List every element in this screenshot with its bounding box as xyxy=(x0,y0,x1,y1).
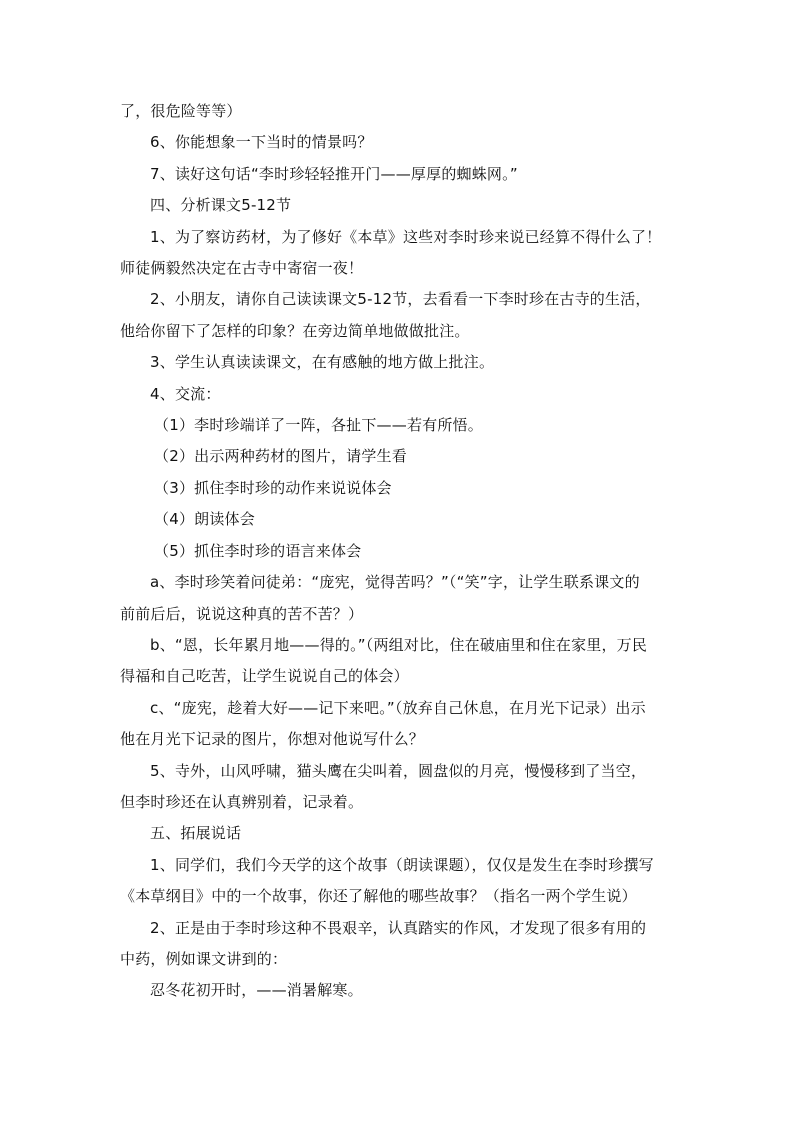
text-line: 中药，例如课文讲到的： xyxy=(120,949,288,968)
text-line: 7、读好这句话“李时珍轻轻推开门——厚厚的蜘蛛网。” xyxy=(150,164,518,183)
text-line: 4、交流： xyxy=(150,384,221,403)
text-line: 他给你留下了怎样的印象？在旁边简单地做做批注。 xyxy=(120,321,470,340)
section-heading: 四、分析课文5-12节 xyxy=(150,196,292,215)
text-line: 前前后后，说说这种真的苦不苦？） xyxy=(120,604,364,623)
text-line: a、李时珍笑着问徒弟：“庞宪，觉得苦吗？”（“笑”字，让学生联系课文的 xyxy=(150,573,640,592)
text-line: 他在月光下记录的图片，你想对他说写什么？ xyxy=(120,730,425,749)
text-line: c、“庞宪，趁着大好——记下来吧。”（放弃自己休息，在月光下记录）出示 xyxy=(150,698,646,717)
section-heading: 五、拓展说话 xyxy=(150,824,242,843)
text-line: 6、你能想象一下当时的情景吗？ xyxy=(150,133,373,152)
text-line: 5、寺外，山风呼啸，猫头鹰在尖叫着，圆盘似的月亮，慢慢移到了当空， xyxy=(150,761,647,780)
text-line: 3、学生认真读读课文，在有感触的地方做上批注。 xyxy=(150,353,495,372)
text-line: 1、同学们，我们今天学的这个故事（朗读课题），仅仅是发生在李时珍撰写 xyxy=(150,855,654,874)
text-line: 了，很危险等等） xyxy=(120,102,242,120)
text-line: 2、正是由于李时珍这种不畏艰辛，认真踏实的作风，才发现了很多有用的 xyxy=(150,918,647,937)
text-line: 忍冬花初开时，——消暑解寒。 xyxy=(150,981,363,1000)
list-item: （4）朗读体会 xyxy=(154,510,255,529)
list-item: （5）抓住李时珍的语言来体会 xyxy=(154,541,362,560)
text-line: b、“恩，长年累月地——得的。”（两组对比，住在破庙里和住在家里，万民 xyxy=(150,635,648,654)
list-item: （1）李时珍端详了一阵，各扯下——若有所悟。 xyxy=(154,416,483,435)
text-line: 但李时珍还在认真辨别着，记录着。 xyxy=(120,792,364,811)
text-line: 《本草纲目》中的一个故事，你还了解他的哪些故事？（指名一两个学生说） xyxy=(120,887,637,906)
text-line: 师徒俩毅然决定在古寺中寄宿一夜！ xyxy=(120,259,364,278)
text-line: 2、小朋友，请你自己读读课文5-12节，去看看一下李时珍在古寺的生活， xyxy=(150,290,651,309)
list-item: （2）出示两种药材的图片，请学生看 xyxy=(154,447,407,466)
text-line: 得福和自己吃苦，让学生说说自己的体会） xyxy=(120,667,409,686)
document-body xyxy=(120,96,680,1007)
text-line: 1、为了察访药材，为了修好《本草》这些对李时珍来说已经算不得什么了！ xyxy=(150,227,662,246)
list-item: （3）抓住李时珍的动作来说说体会 xyxy=(154,478,392,497)
